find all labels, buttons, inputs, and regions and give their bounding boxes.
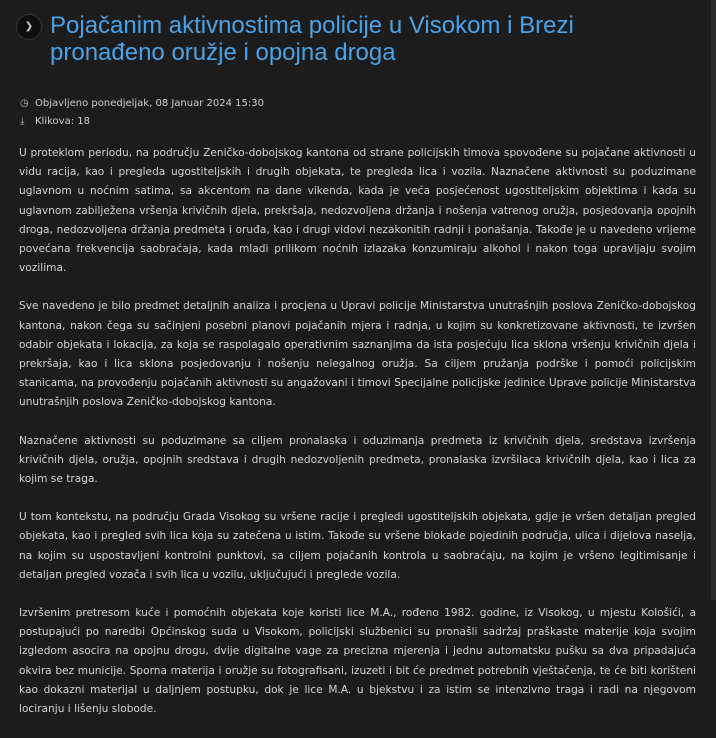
published-date (20, 98, 264, 109)
scrollbar[interactable] (711, 0, 716, 600)
article-paragraph: Sve navedeno je bilo predmet detaljnih analiza i procjena u Upravi policije Ministarstva unutrašnjih poslova Zeničko-dobojskog kantona, nakon čega su sačinjeni posebni planovi pojačanih mjera i radnja, u kojim su konkretizovane aktivnosti, te izvršen odabir objekata i lokacija, za koja se raspolagalo operativnim saznanjima da ista posjećuju lica sklona vršenju krivičnih djela i prekršaja, kao i lica sklona posjedovanju i nošenju nelegalnog oružja. Sa ciljem pružanja podrške i pomoći policijskim stanicama, na provođenju pojačanih aktivnosti su angažovani i timovi Specijalne policijske jedinice Uprave policije Ministarstva unutrašnjih poslova Zeničko-dobojskog kantona. (19, 300, 696, 409)
hits-count-text: Klikova: 18 (35, 116, 90, 127)
clock-icon: ◷ (20, 98, 29, 109)
download-icon: ⤓ (20, 116, 25, 127)
article-body (19, 144, 696, 738)
chevron-down-icon[interactable]: ❯ (16, 14, 42, 40)
article-paragraph: U tom kontekstu, na području Grada Visokog su vršene racije i pregledi ugostiteljskih objekata, gdje je vršen detaljan pregled objekata, kao i pregled svih lica koja su zatečena u istim. Takođe su vršene blokade pojedinih područja, ulica i dijelova naselja, na kojim su uspostavljeni kontrolni punktovi, sa ciljem pojačanih kontrola u saobraćaju, na kojim je vršeno legitimisanje i detaljan pregled vozača i svih lica u vozilu, uključujući i preglede vozila. (19, 511, 696, 581)
article-paragraph: U proteklom periodu, na području Zeničko-dobojskog kantona od strane policijskih timova spovođene su pojačane aktivnosti u vidu racija, kao i pregleda ugostiteljskih i drugih objekata, te pregleda lica i vozila. Naznačene aktivnosti su poduzimane uglavnom u noćnim satima, sa akcentom na dane vikenda, kada je veća posjećenost ugostiteljskim objektima i kada su uglavnom zabilježena vršenja krivičnih djela, prekršaja, nedozvoljena držanja i nošenja vatrenog oružja, posjedovanja opojnih droga, nedozvoljena držanja predmeta i oruđa, kao i drugi vidovi nezakonitih radnji i ponašanja. Takođe je u navedeno vrijeme povećana frekvencija saobraćaja, kada mladi prilikom noćnih izlazaka konzumiraju alkohol i nakon toga upravljaju svojim vozilima. (19, 147, 696, 275)
published-date-text: Objavljeno ponedjeljak, 08 Januar 2024 15:30 (35, 98, 264, 109)
article-title: Pojačanim aktivnostima policije u Visokom i Brezi pronađeno oružje i opojna droga (50, 12, 574, 66)
article-paragraph: Naznačene aktivnosti su poduzimane sa ciljem pronalaska i oduzimanja predmeta iz krivičnih djela, sredstava izvršenja krivičnih djela, oružja, opojnih sredstava i drugih nedozvoljenih predmeta, pronalaska izvršilaca krivičnih djela, kao i lica za kojim se traga. (19, 434, 696, 486)
article-paragraph: Izvršenim pretresom kuće i pomoćnih objekata koje koristi lice M.A., rođeno 1982. godine, iz Visokog, u mjestu Kološići, a postupajući po naredbi Općinskog suda u Visokom, policijski službenici su pronašli sadržaj praškaste materije koja svojim izgledom asocira na opojnu drogu, dvije digitalne vage za precizna mjerenja i jednu automatsku pušku sa dva pripadajuća okvira bez municije. Sporna materija i oružje su fotografisani, izuzeti i bit će predmet potrebnih vještačenja, te će biti korišteni kao dokazni materijal u daljnjem postupku, dok je lice M.A. u bjekstvu i za istim se intenzivno traga i radi na njegovom lociranju i lišenju slobode. (19, 607, 696, 716)
hits-count (20, 116, 90, 127)
